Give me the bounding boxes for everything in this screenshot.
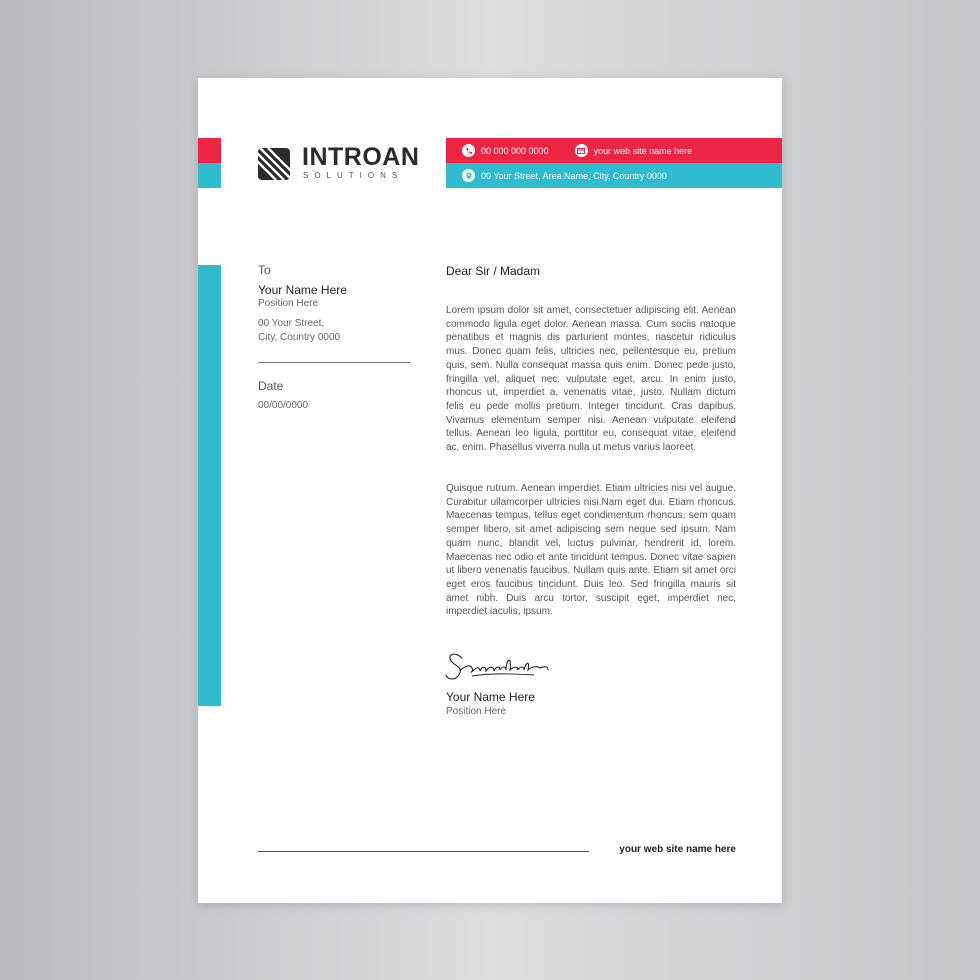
recipient-address-line1: 00 Your Street,	[258, 318, 325, 329]
recipient-name: Your Name Here	[258, 283, 347, 297]
date-value: 00/00/0000	[258, 400, 309, 411]
date-label: Date	[258, 379, 284, 393]
letterhead-page	[198, 78, 782, 903]
to-label: To	[258, 263, 271, 277]
contact-bar-bottom	[446, 163, 782, 188]
signer-name: Your Name Here	[446, 690, 535, 704]
contact-phone	[446, 144, 549, 157]
left-teal-accent-bar	[198, 163, 221, 188]
contact-address	[446, 169, 667, 182]
website-text[interactable]: your web site name here	[593, 145, 693, 156]
letter-paragraph-1: Lorem ipsum dolor sit amet, consectetuer adipiscing elit. Aenean commodo ligula eget dolor. Aenean massa. Cum sociis natoque penatibus et magnis dis parturient montes, nascetur ridiculus mus. Donec quam felis, ultricies nec, pellentesque eu, pretium quis, sem. Nulla consequat massa quis enim. Donec pede justo, fringilla vel, aliquet nec, vulputate eget, arcu. In enim justo, rhoncus ut, imperdiet a, venenatis vitae, justo. Nullam dictum felis eu pede mollis pretium. Integer tincidunt. Cras dapibus. Vivamus elementum semper nisi. Aenean vulputate eleifend tellus. Aenean leo ligula, porttitor eu, consequat vitae, eleifend ac, enim. Phasellus viverra nulla ut metus varius laoreet.	[446, 305, 736, 454]
contact-website	[559, 144, 693, 157]
brand-tagline: SOLUTIONS	[303, 171, 404, 180]
contact-bar-top	[446, 138, 782, 163]
recipient-position: Position Here	[258, 298, 319, 309]
location-pin-icon	[462, 169, 475, 182]
left-teal-side-bar	[198, 265, 221, 706]
phone-icon	[462, 144, 475, 157]
address-text: 00 Your Street, Area Name, City, Country 0000	[481, 170, 667, 181]
phone-text: 00 000 000 0000	[481, 145, 549, 156]
recipient-address-line2: City, Country 0000	[258, 332, 341, 343]
recipient-divider	[258, 362, 410, 363]
signer-position: Position Here	[446, 706, 507, 717]
diagonal-stripes-logo-icon	[258, 148, 290, 180]
letter-greeting: Dear Sir / Madam	[446, 264, 541, 278]
footer-divider	[258, 851, 589, 852]
left-red-accent-bar	[198, 138, 221, 163]
letter-paragraph-2: Quisque rutrum. Aenean imperdiet. Etiam ultricies nisi vel augue. Curabitur ullamcorper ultricies nisi.Nam eget dui. Etiam rhoncus. Maecenas tempus, tellus eget condimentum rhoncus, sem quam semper libero, sit amet adipiscing sem neque sed ipsum. Nam quam nunc, blandit vel, luctus pulvinar, hendrerit id, lorem. Maecenas nec odio et ante tincidunt tempus. Donec vitae sapien ut libero venenatis faucibus. Nullam quis ante. Etiam sit amet orci eget eros faucibus tincidunt. Duis leo. Sed fringilla mauris sit amet nibh. Duis arcu tortor, suscipit eget, imperdiet nec, imperdiet iaculis, ipsum.	[446, 483, 736, 618]
web-icon	[575, 144, 588, 157]
footer-website[interactable]: your web site name here	[619, 844, 736, 855]
handwritten-signature	[444, 646, 554, 686]
brand-name: INTROAN	[302, 143, 420, 171]
